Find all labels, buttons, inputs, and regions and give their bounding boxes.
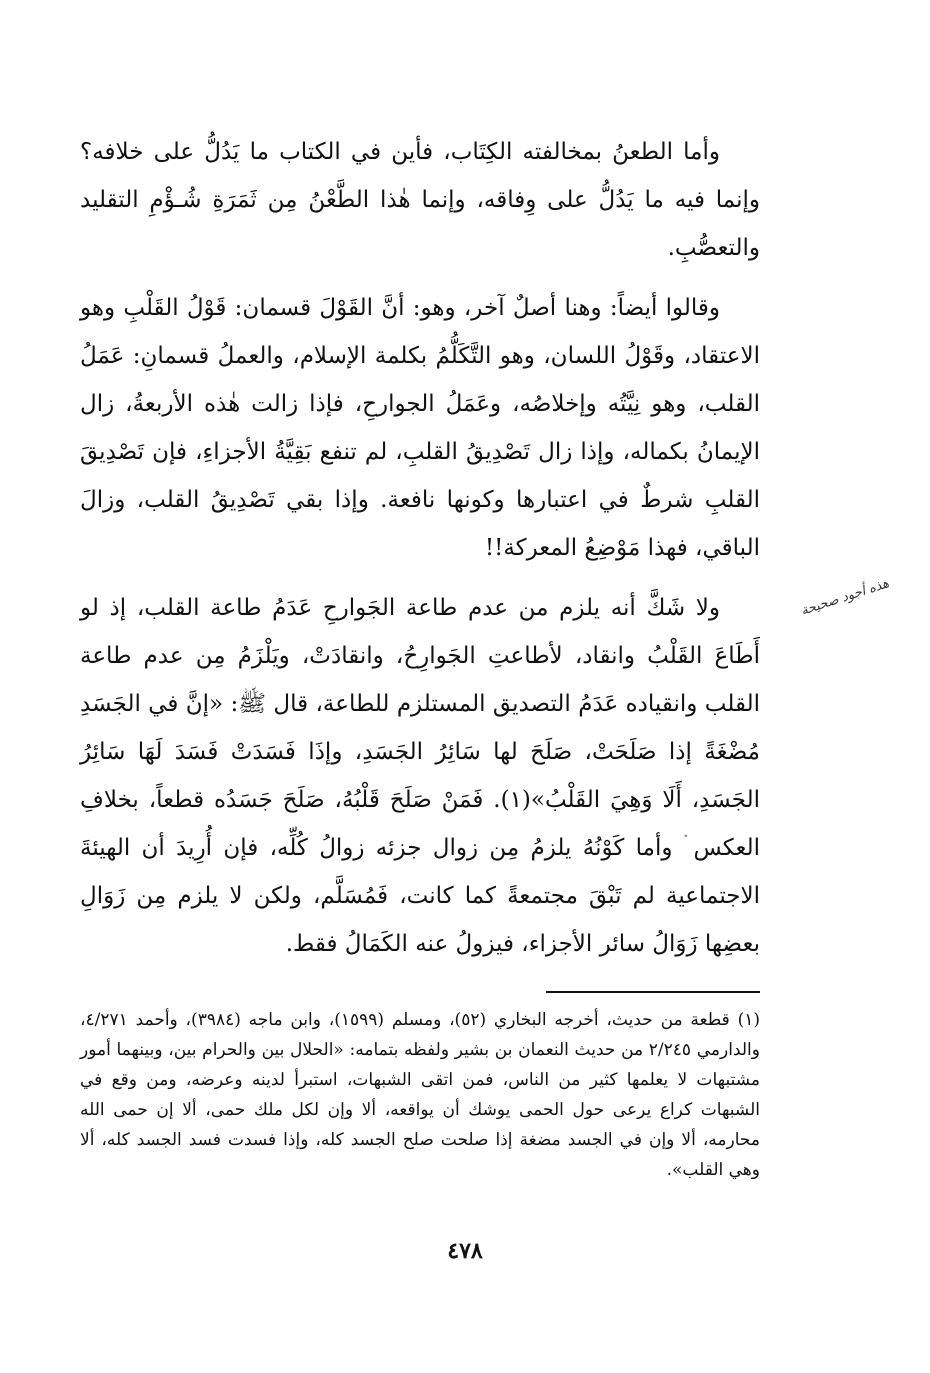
page-number: ٤٧٨ bbox=[447, 1238, 483, 1264]
main-text bbox=[80, 128, 760, 980]
footnotes bbox=[80, 1005, 760, 1185]
paragraph-3: ولا شَكَّ أنه يلزم من عدم طاعة الجَوارحِ عَدَمُ طاعة القلب، إذ لو أَطَاعَ القَلْبُ وانقاد، لأطاعتِ الجَوارِحُ، وانقادَتْ، ويَلْزَمُ مِن عدم طاعة القلب وانقياده عَدَمُ التصديق المستلزم للطاعة، قال ﷺ: «إنَّ في الجَسَدِ مُضْغَةً إذا صَلَحَتْ، صَلَحَ لها سَائِرُ الجَسَدِ، وإذَا فَسَدَتْ فَسَدَ لَهَا سَائِرُ الجَسَدِ، أَلَا وَهِيَ القَلْبُ»(١). فَمَنْ صَلَحَ قَلْبُهُ، صَلَحَ جَسَدُه قطعاً، بخلافِ العكس ۛ وأما كَوْنُهُ يلزمُ مِن زوال جزئه زوالُ كُلِّه، فإن أُرِيدَ أن الهيئةَ الاجتماعية لم تَبْقَ مجتمعةً كما كانت، فَمُسَلَّم، ولكن لا يلزم مِن زَوَالِ بعضِها زَوَالُ سائر الأجزاء، فيزولُ عنه الكَمَالُ فقط. bbox=[80, 595, 760, 957]
paragraph-1: وأما الطعنُ بمخالفته الكِتَاب، فأين في الكتاب ما يَدُلُّ على خلافه؟ وإنما فيه ما يَدُلُّ على وِفاقه، وإنما هٰذا الطَّعْنُ مِن ثَمَرَةِ شُـؤْمِ التقليد والتعصُّبِ. bbox=[80, 139, 760, 261]
handwritten-margin-note: هذه أجود صحيحة bbox=[799, 576, 891, 619]
footnote-separator bbox=[546, 991, 760, 993]
footnote-1: (١) قطعة من حديث، أخرجه البخاري (٥٢)، ومسلم (١٥٩٩)، وابن ماجه (٣٩٨٤)، وأحمد ٤/٢٧١، والدارمي ٢/٢٤٥ من حديث النعمان بن بشير ولفظه بتمامه: «الحلال بين والحرام بين، وبينهما أمور مشتبهات لا يعلمها كثير من الناس، فمن اتقى الشبهات، استبرأ لدينه وعرضه، ومن وقع في الشبهات كراع يرعى حول الحمى يوشك أن يواقعه، ألا وإن لكل ملك حمى، ألا إن حمى الله محارمه، ألا وإن في الجسد مضغة إذا صلحت صلح الجسد كله، وإذا فسدت فسد الجسد كله، ألا وهي القلب». bbox=[80, 1010, 761, 1180]
paragraph-2: وقالوا أيضاً: وهنا أصلٌ آخر، وهو: أنَّ القَوْلَ قسمان: قَوْلُ القَلْبِ وهو الاعتقاد، وقَوْلُ اللسان، وهو التَّكَلُّمُ بكلمة الإسلام، والعملُ قسمانِ: عَمَلُ القلب، وهو نِيَّتُه وإخلاصُه، وعَمَلُ الجوارحِ، فإذا زالت هٰذه الأربعةُ، زال الإيمانُ بكماله، وإذا زال تَصْدِيقُ القلبِ، لم تنفع بَقِيَّةُ الأجزاءِ، فإن تَصْدِيقَ القلبِ شرطٌ في اعتبارها وكونها نافعة. وإذا بقي تَصْدِيقُ القلب، وزالَ الباقي، فهذا مَوْضِعُ المعركة!! bbox=[80, 295, 760, 561]
